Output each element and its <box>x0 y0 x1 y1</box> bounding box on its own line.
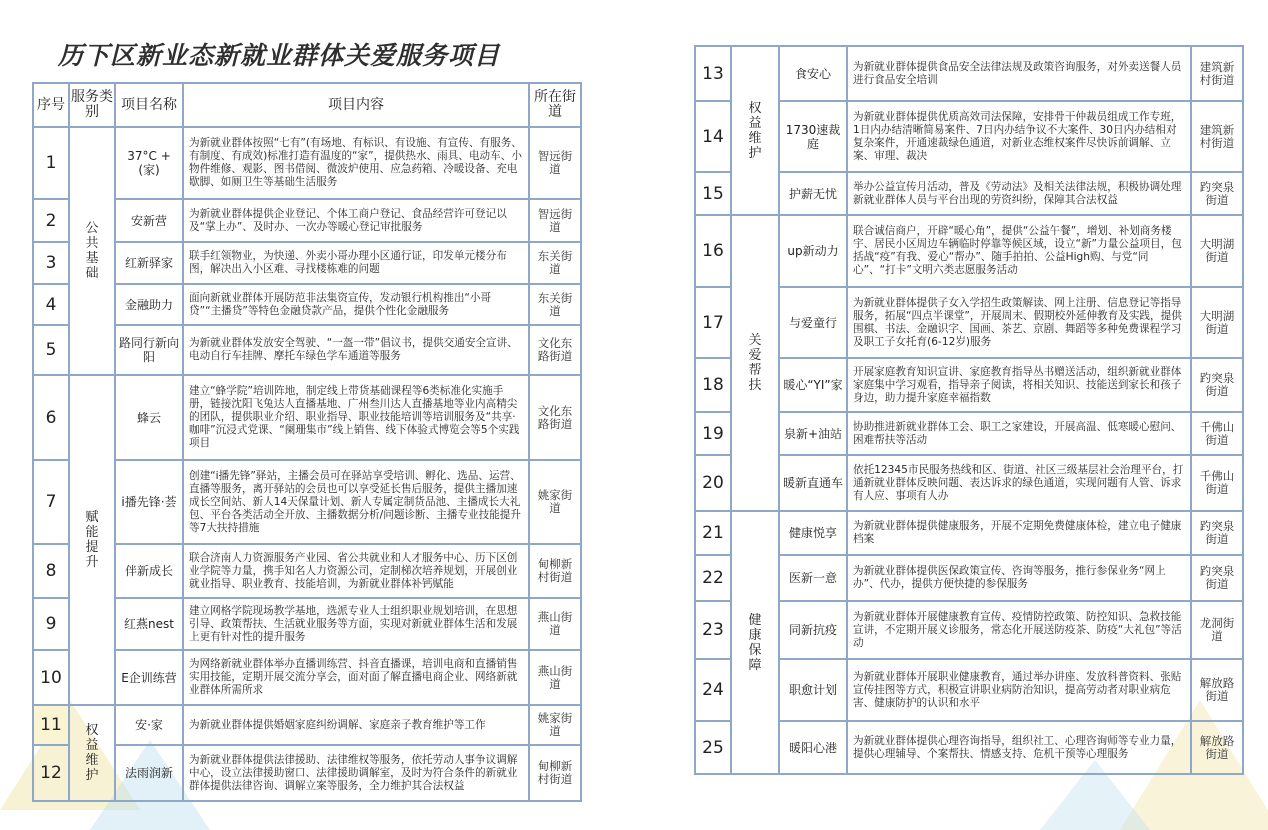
category-cell <box>731 215 779 511</box>
project-content: 为新就业群体提供优质高效司法保障，安排骨干仲裁员组成工作专班，1日内办结清晰简易案件、7日内办结争议不大案件、30日内办结相对复杂案件，开通速裁绿色通道，对新业态维权案件尽快诉前调解、立案、审理、裁决 <box>847 101 1191 172</box>
project-content: 面向新就业群体开展防范非法集资宣传，发动银行机构推出“小哥贷”“主播贷”等特色金融贷款产品，提供个性化金融服务 <box>183 284 529 325</box>
project-name: 路同行新向阳 <box>115 325 183 375</box>
project-content: 联合诚信商户，开辟“暖心角”，提供“公益午餐”，增划、补划商务楼宇、居民小区周边车辆临时停靠等候区域，设立“新”力量公益项目，包括战“疫”有我、爱心“帮办”、随手拍拍、公益High购、与党“同心”、“打卡”文明六类志愿服务活动 <box>847 215 1191 287</box>
header-no: 序号 <box>33 83 69 127</box>
row-no: 8 <box>33 544 69 598</box>
project-name: 同新抗疫 <box>779 601 847 659</box>
row-no: 14 <box>695 101 731 172</box>
project-name: 1730速裁庭 <box>779 101 847 172</box>
row-no: 6 <box>33 375 69 460</box>
project-name: 安新营 <box>115 199 183 242</box>
project-content: 为新就业群体提供婚姻家庭纠纷调解、家庭亲子教育维护等工作 <box>183 705 529 745</box>
row-no: 7 <box>33 460 69 544</box>
table-row <box>33 375 581 460</box>
row-no: 12 <box>33 745 69 801</box>
project-content: 开展家庭教育知识宣讲、家庭教育指导丛书赠送活动，组织新就业群体家庭集中学习观看，指导亲子阅读，将相关知识、技能送到家长和孩子身边，助力提升家庭幸福指数 <box>847 358 1191 412</box>
project-content: 建立“蜂学院”培训阵地，制定线上带货基础课程等6类标准化实施手册，链接沈阳飞兔达人直播基地、广州叁川达人直播基地等业内高精尖的团队，提供职业介绍、职业指导、职业技能培训等培训服务及“共享·咖啡”沉浸式党课、“阑珊集市”线上销售、线下体验式博览会等5个实践项目 <box>183 375 529 460</box>
project-street: 大明湖街道 <box>1191 215 1243 287</box>
table-row <box>33 242 581 284</box>
row-no: 1 <box>33 127 69 199</box>
project-name: 安·家 <box>115 705 183 745</box>
row-no: 23 <box>695 601 731 659</box>
category-label: 关爱帮扶 <box>748 333 762 393</box>
project-name: 医新一意 <box>779 555 847 601</box>
category-label: 权益维护 <box>85 723 99 783</box>
projects-table-left <box>32 82 582 802</box>
project-street: 趵突泉街道 <box>1191 511 1243 555</box>
project-name: i播先锋·荟 <box>115 460 183 544</box>
project-name: 红燕nest <box>115 598 183 650</box>
project-content: 创建“i播先锋”驿站，主播会员可在驿站享受培训、孵化、选品、运营、直播等服务，离开驿站的会员也可以享受延长售后服务，提供主播加速成长空间站、新人14天保量计划、新人专属定制货品池、主播成长大礼包、平台各类活动全开放、主播数据分析/问题诊断、主播专业技能提升等7大扶持措施 <box>183 460 529 544</box>
project-street: 趵突泉街道 <box>1191 172 1243 215</box>
row-no: 22 <box>695 555 731 601</box>
header-name: 项目名称 <box>115 83 183 127</box>
project-content: 依托12345市民服务热线和区、街道、社区三级基层社会治理平台，打通新就业群体反映问题、表达诉求的绿色通道，实现问题有人管、诉求有人应、事项有人办 <box>847 455 1191 511</box>
category-label: 赋能提升 <box>85 510 99 570</box>
page-title: 历下区新业态新就业群体关爱服务项目 <box>58 41 501 70</box>
table-row <box>33 650 581 705</box>
row-no: 3 <box>33 242 69 284</box>
project-content: 为新就业群体发放安全驾驶、“一盔一带”倡议书，提供交通安全宣讲、电动自行车挂牌、摩托车绿色学车通道等服务 <box>183 325 529 375</box>
row-no: 16 <box>695 215 731 287</box>
project-name: 暖新直通车 <box>779 455 847 511</box>
project-street: 智远街道 <box>529 199 581 242</box>
project-content: 为新就业群体开展职业健康教育，通过举办讲座、发放科普资料、张贴宣传挂图等方式，积极宣讲职业病防治知识，提高劳动者对职业病危害、健康防护的认识和水平 <box>847 659 1191 721</box>
project-name: 健康悦享 <box>779 511 847 555</box>
row-no: 21 <box>695 511 731 555</box>
row-no: 18 <box>695 358 731 412</box>
table-row <box>33 199 581 242</box>
project-content: 为新就业群体提供子女入学招生政策解读、网上注册、信息登记等指导服务，拓展“四点半课堂”，开展周末、假期校外延伸教育及实践，提供围棋、书法、金融识字、国画、茶艺、京剧、舞蹈等多种免费课程学习及职工子女托育(6-12岁)服务 <box>847 287 1191 358</box>
project-street: 趵突泉街道 <box>1191 358 1243 412</box>
project-name: E企训练营 <box>115 650 183 705</box>
project-content: 为新就业群体提供健康服务，开展不定期免费健康体检，建立电子健康档案 <box>847 511 1191 555</box>
project-content: 为新就业群体开展健康教育宣传、疫情防控政策、防控知识、急救技能宣讲，不定期开展义诊服务，常态化开展送防疫茶、防疫“大礼包”等活动 <box>847 601 1191 659</box>
table-row <box>33 745 581 801</box>
project-name: 食安心 <box>779 46 847 101</box>
table-row <box>33 598 581 650</box>
project-street: 文化东路街道 <box>529 375 581 460</box>
table-row <box>695 511 1243 555</box>
category-cell <box>731 46 779 215</box>
row-no: 5 <box>33 325 69 375</box>
project-name: 泉新+油站 <box>779 412 847 455</box>
project-street: 姚家街道 <box>529 705 581 745</box>
row-no: 13 <box>695 46 731 101</box>
project-street: 建筑新村街道 <box>1191 101 1243 172</box>
row-no: 20 <box>695 455 731 511</box>
project-content: 举办公益宣传月活动，普及《劳动法》及相关法律法规，积极协调处理新就业群体人员与平台出现的劳资纠纷，保障其合法权益 <box>847 172 1191 215</box>
project-name: 蜂云 <box>115 375 183 460</box>
header-content: 项目内容 <box>183 83 529 127</box>
table-row <box>33 705 581 745</box>
project-street: 东关街道 <box>529 284 581 325</box>
project-content: 为新就业群体提供食品安全法律法规及政策咨询服务，对外卖送餐人员进行食品安全培训 <box>847 46 1191 101</box>
table-row <box>33 460 581 544</box>
project-street: 建筑新村街道 <box>1191 46 1243 101</box>
project-street: 智远街道 <box>529 127 581 199</box>
project-street: 解放路街道 <box>1191 721 1243 774</box>
row-no: 10 <box>33 650 69 705</box>
project-street: 甸柳新村街道 <box>529 745 581 801</box>
project-name: 伴新成长 <box>115 544 183 598</box>
header-street: 所在街道 <box>529 83 581 127</box>
project-content: 建立网格学院现场教学基地，选派专业人士组织职业规划培训，在思想引导、政策帮扶、生活就业服务等方面，实现对新就业群体生活和发展上更有针对性的提升服务 <box>183 598 529 650</box>
category-label: 公共基础 <box>85 221 99 281</box>
row-no: 11 <box>33 705 69 745</box>
category-cell <box>69 375 115 705</box>
row-no: 9 <box>33 598 69 650</box>
category-cell <box>731 511 779 774</box>
project-content: 为新就业群体提供法律援助、法律维权等服务，依托劳动人事争议调解中心，设立法律援助窗口、法律援助调解室，及时为符合条件的新就业群体提供法律咨询、调解立案等服务，全力维护其合法权益 <box>183 745 529 801</box>
project-street: 趵突泉街道 <box>1191 555 1243 601</box>
project-street: 文化东路街道 <box>529 325 581 375</box>
project-name: 职愈计划 <box>779 659 847 721</box>
project-street: 解放路街道 <box>1191 659 1243 721</box>
table-row <box>695 46 1243 101</box>
category-cell <box>69 705 115 801</box>
project-street: 姚家街道 <box>529 460 581 544</box>
row-no: 25 <box>695 721 731 774</box>
project-street: 千佛山街道 <box>1191 455 1243 511</box>
project-content: 联手红领物业，为快递、外卖小哥办理小区通行证，印发单元楼分布图，解决出入小区难、寻找楼栋难的问题 <box>183 242 529 284</box>
project-name: 法雨润新 <box>115 745 183 801</box>
row-no: 15 <box>695 172 731 215</box>
row-no: 24 <box>695 659 731 721</box>
project-street: 甸柳新村街道 <box>529 544 581 598</box>
table-header-row <box>33 83 581 127</box>
project-street: 龙洞街道 <box>1191 601 1243 659</box>
row-no: 17 <box>695 287 731 358</box>
project-street: 燕山街道 <box>529 598 581 650</box>
table-row <box>33 544 581 598</box>
project-content: 为新就业群体提供心理咨询指导，组织社工、心理咨询师等专业力量，提供心理辅导、个案帮扶、情感支持、危机干预等心理服务 <box>847 721 1191 774</box>
project-content: 协助推进新就业群体工会、职工之家建设，开展高温、低寒暖心慰问、困难帮扶等活动 <box>847 412 1191 455</box>
project-street: 千佛山街道 <box>1191 412 1243 455</box>
projects-table-right <box>694 45 1244 775</box>
project-content: 为网络新就业群体举办直播训练营、抖音直播课，培训电商和直播销售实用技能，定期开展交流分享会，面对面了解直播电商企业、网络新就业群体所需所求 <box>183 650 529 705</box>
project-name: 红新驿家 <box>115 242 183 284</box>
project-content: 为新就业群体提供企业登记、个体工商户登记、食品经营许可登记以及“掌上办”、及时办、一次办等暖心登记审批服务 <box>183 199 529 242</box>
project-street: 燕山街道 <box>529 650 581 705</box>
row-no: 4 <box>33 284 69 325</box>
project-street: 大明湖街道 <box>1191 287 1243 358</box>
row-no: 2 <box>33 199 69 242</box>
project-name: 37°C +(家) <box>115 127 183 199</box>
project-name: 暖心“YI”家 <box>779 358 847 412</box>
header-category: 服务类别 <box>69 83 115 127</box>
category-label: 健康保障 <box>748 612 762 673</box>
table-row <box>695 215 1243 287</box>
project-name: 与爱童行 <box>779 287 847 358</box>
project-content: 联合济南人力资源服务产业园、省公共就业和人才服务中心、历下区创业学院等力量，携手知名人力资源公司，定制梯次培养规划，开展创业就业指导、职业教育、技能培训，为新就业群体补钙赋能 <box>183 544 529 598</box>
category-label: 权益维护 <box>748 100 762 161</box>
table-row <box>33 127 581 199</box>
category-cell <box>69 127 115 375</box>
project-name: 暖阳心港 <box>779 721 847 774</box>
project-name: up新动力 <box>779 215 847 287</box>
table-row <box>33 284 581 325</box>
project-content: 为新就业群体提供医保政策宣传、咨询等服务，推行参保业务“网上办”、代办，提供方便快捷的参保服务 <box>847 555 1191 601</box>
project-content: 为新就业群体按照“七有”(有场地、有标识、有设施、有宣传、有服务、有制度、有成效)标准打造有温度的“家”，提供热水、雨具、电动车、小物件维修、观影、图书借阅、微波炉使用、应急药箱、冷暖设备、充电歇脚、如厕卫生等基础生活服务 <box>183 127 529 199</box>
project-street: 东关街道 <box>529 242 581 284</box>
project-name: 护薪无忧 <box>779 172 847 215</box>
table-row <box>33 325 581 375</box>
row-no: 19 <box>695 412 731 455</box>
project-name: 金融助力 <box>115 284 183 325</box>
